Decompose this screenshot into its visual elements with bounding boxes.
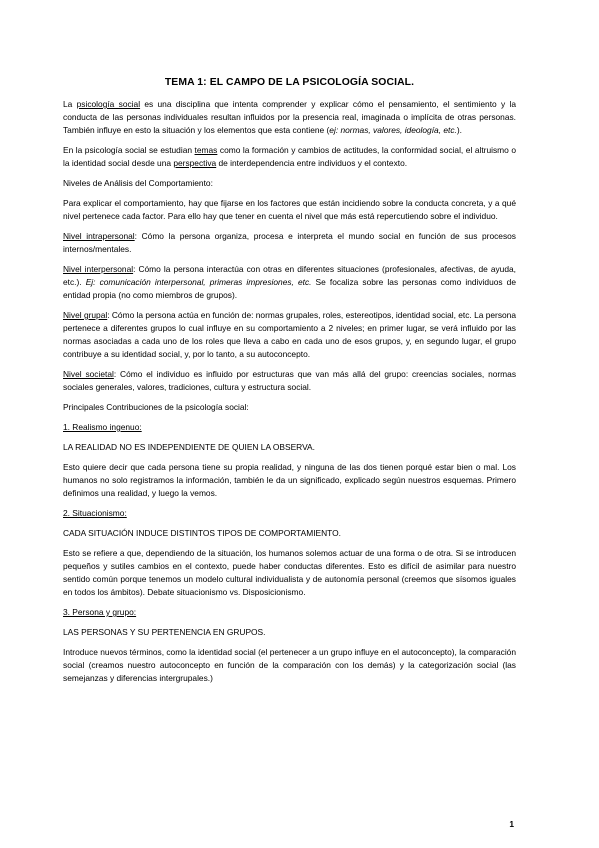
nivel-intrapersonal-term: Nivel intrapersonal — [63, 231, 135, 241]
temas-text1: como la formación y cambios de actitudes, la conformidad social, el altruismo o la identidad social desde una — [63, 145, 516, 168]
section-2-body: Esto se refiere a que, dependiendo de la situación, los humanos solemos actuar de una forma o de otra. Si se introducen pequeños y sutiles cambios en el contexto, puede haber conductas diferentes. Esto es difícil de asimilar para nuestro sentido común porque tenemos un modelo cultural individualista y de autonomía personal (creemos que sísomos iguales en todos los ámbitos). Debate situacionismo vs. Disposicionismo. — [63, 548, 516, 597]
nivel-societal — [63, 368, 516, 394]
nivel-interpersonal-text2: Se focaliza sobre las personas como individuos de entidad propia (no como miembros de grupos). — [63, 277, 516, 300]
temas-term2: perspectiva — [173, 158, 217, 168]
nivel-grupal — [63, 309, 516, 361]
section-2-heading: 2. Situacionismo: — [63, 508, 127, 518]
intro-text2: ). — [456, 125, 462, 135]
nivel-societal-term: Nivel societal — [63, 369, 114, 379]
temas-term: temas — [194, 145, 218, 155]
temas-text2: de interdependencia entre individuos y el contexto. — [216, 158, 408, 168]
document-title: TEMA 1: EL CAMPO DE LA PSICOLOGÍA SOCIAL. — [164, 77, 415, 88]
section-1-caps: LA REALIDAD NO ES INDEPENDIENTE DE QUIEN LA OBSERVA. — [63, 442, 315, 452]
nivel-interpersonal-term: Nivel interpersonal — [63, 264, 134, 274]
intro-paragraph — [63, 98, 516, 137]
nivel-interpersonal-examples: Ej: comunicación interpersonal, primeras impresiones, etc. — [85, 277, 312, 287]
intro-pre: La — [63, 99, 77, 109]
page-number: 1 — [509, 819, 514, 829]
nivel-interpersonal-text1: : Cómo la persona interactúa con otras en diferentes situaciones (profesionales, afectivas, de ayuda, etc.). — [63, 264, 516, 287]
section-2-caps: CADA SITUACIÓN INDUCE DISTINTOS TIPOS DE COMPORTAMIENTO. — [63, 528, 341, 538]
section-1-heading: 1. Realismo ingenuo: — [63, 422, 142, 432]
nivel-interpersonal — [63, 263, 516, 302]
temas-paragraph — [63, 144, 516, 170]
temas-pre: En la psicología social se estudian — [63, 145, 195, 155]
intro-term: psicología social — [76, 99, 141, 109]
section-3-body: Introduce nuevos términos, como la identidad social (el pertenecer a un grupo influye en el autoconcepto), la comparación social (creamos nuestro autoconcepto en función de la comparación con los demás) y la categorización social (las semejanzas y diferencias intergrupales.) — [63, 647, 516, 683]
contribuciones-heading: Principales Contribuciones de la psicología social: — [63, 402, 249, 412]
nivel-grupal-text: : Cómo la persona actúa en función de: normas grupales, roles, estereotipos, identidad social, etc. La persona pertenece a diferentes grupos lo cual influye en su comportamiento a 2 niveles; en primer lugar, se verá influido por las normas asociadas a cada uno de los roles que lleva a cabo en cada uno de esos grupos, y, en segundo lugar, el grupo contribuye a su identidad social, y, por lo tanto, a su autoconcepto. — [63, 310, 516, 359]
nivel-intrapersonal — [63, 230, 516, 256]
document-body — [63, 76, 516, 692]
section-1-body: Esto quiere decir que cada persona tiene su propia realidad, y ninguna de las dos tienen porqué estar bien o mal. Los humanos no solo registramos la información, también le da un significado, explicado según nuestros esquemas. Primero definimos una realidad, y luego la vemos. — [63, 462, 516, 498]
nivel-grupal-term: Nivel grupal — [63, 310, 108, 320]
nivel-intrapersonal-text: : Cómo la persona organiza, procesa e interpreta el mundo social en función de sus procesos internos/mentales. — [63, 231, 516, 254]
nivel-societal-text: : Cómo el individuo es influido por estructuras que van más allá del grupo: creencias sociales, normas sociales generales, valores, tradiciones, cultura y estructura social. — [63, 369, 517, 392]
intro-examples: ej: normas, valores, ideología, etc. — [329, 125, 457, 135]
section-3-heading: 3. Persona y grupo: — [63, 607, 137, 617]
intro-text1: es una disciplina que intenta comprender y explicar cómo el pensamiento, el sentimiento y la conducta de las personas individuales resultan influidos por la presencia real, imaginada o implícita de otras personas. También influye en esto la situación y los elementos que esta contiene ( — [63, 99, 517, 135]
niveles-heading: Niveles de Análisis del Comportamiento: — [63, 178, 213, 188]
section-3-caps: LAS PERSONAS Y SU PERTENENCIA EN GRUPOS. — [63, 627, 266, 637]
niveles-intro: Para explicar el comportamiento, hay que fijarse en los factores que están incidiendo sobre la conducta concreta, y a qué nivel pertenece cada factor. Para ello hay que tener en cuenta el nivel que más está repercutiendo sobre el individuo. — [63, 198, 516, 221]
